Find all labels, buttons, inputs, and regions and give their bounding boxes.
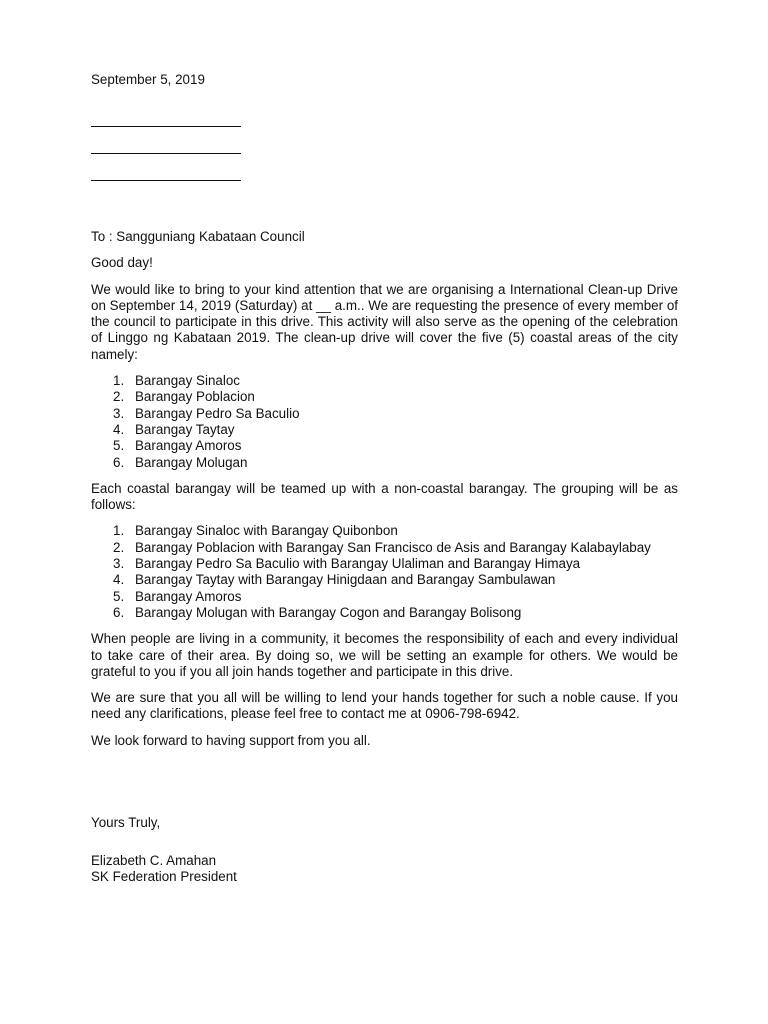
list-item-text: Barangay Taytay (135, 421, 235, 437)
list-item-text: Barangay Sinaloc with Barangay Quibonbon (135, 523, 398, 539)
list-item (91, 438, 678, 454)
groupings-list (91, 523, 678, 621)
recipient-blank-lines (91, 125, 243, 206)
community-paragraph: When people are living in a community, it becomes the responsibility of each and every individual to take care of their area. By doing so, we will be setting an example for others. We would be grateful to you if you all join hands together and participate in this drive. (91, 631, 678, 679)
list-item (91, 406, 678, 422)
list-item-text: Barangay Poblacion (135, 389, 255, 405)
list-number: 2. (113, 389, 125, 405)
support-paragraph: We look forward to having support from you all. (91, 732, 371, 748)
to-line: To : Sangguniang Kabataan Council (91, 229, 305, 244)
list-number: 3. (113, 405, 125, 421)
list-item (91, 572, 678, 588)
greeting: Good day! (91, 255, 153, 271)
list-item (91, 389, 678, 405)
list-number: 2. (113, 539, 125, 555)
signature-block (91, 853, 237, 886)
list-number: 4. (113, 572, 125, 588)
grouping-paragraph: Each coastal barangay will be teamed up with a non-coastal barangay. The grouping will be as follows: (91, 480, 678, 513)
list-number: 4. (113, 421, 125, 437)
signer-name: Elizabeth C. Amahan (91, 853, 217, 868)
list-item-text: Barangay Amoros (135, 438, 242, 454)
list-number: 5. (113, 588, 125, 604)
blank-line (91, 179, 241, 181)
blank-line (91, 125, 241, 127)
list-number: 3. (113, 556, 125, 572)
intro-paragraph: We would like to bring to your kind attention that we are organising a International Clean-up Drive on September 14, 2019 (Saturday) at __ a.m.. We are requesting the presence of every member of the council to participate in this drive. This activity will also serve as the opening of the celebration of Linggo ng Kabataan 2019. The clean-up drive will cover the five (5) coastal areas of the city namely: (91, 281, 678, 362)
blank-line (91, 152, 241, 154)
list-item-text: Barangay Pedro Sa Baculio with Barangay Ulaliman and Barangay Himaya (135, 556, 581, 572)
list-item-text: Barangay Taytay with Barangay Hinigdaan and Barangay Sambulawan (135, 572, 556, 588)
list-number: 6. (113, 604, 125, 620)
list-item (91, 556, 678, 572)
letter-date: September 5, 2019 (91, 72, 205, 87)
list-item-text: Barangay Molugan (135, 454, 248, 470)
list-number: 6. (113, 454, 125, 470)
list-item (91, 373, 678, 389)
coastal-areas-list (91, 373, 678, 471)
list-item-text: Barangay Molugan with Barangay Cogon and Barangay Bolisong (135, 604, 522, 620)
list-item (91, 422, 678, 438)
list-item (91, 523, 678, 539)
list-item (91, 540, 678, 556)
list-item-text: Barangay Sinaloc (135, 373, 240, 389)
list-item-text: Barangay Poblacion with Barangay San Francisco de Asis and Barangay Kalabaylabay (135, 539, 651, 555)
list-number: 1. (113, 523, 125, 539)
list-item (91, 589, 678, 605)
contact-paragraph: We are sure that you all will be willing to lend your hands together for such a noble cause. If you need any clarifications, please feel free to contact me at 0906-798-6942. (91, 690, 678, 722)
list-item-text: Barangay Pedro Sa Baculio (135, 405, 300, 421)
closing: Yours Truly, (91, 815, 161, 830)
letter-body (91, 229, 678, 759)
list-number: 1. (113, 373, 125, 389)
list-item (91, 605, 678, 621)
signer-title: SK Federation President (91, 869, 237, 885)
list-item-text: Barangay Amoros (135, 588, 242, 604)
list-number: 5. (113, 438, 125, 454)
list-item (91, 455, 678, 471)
